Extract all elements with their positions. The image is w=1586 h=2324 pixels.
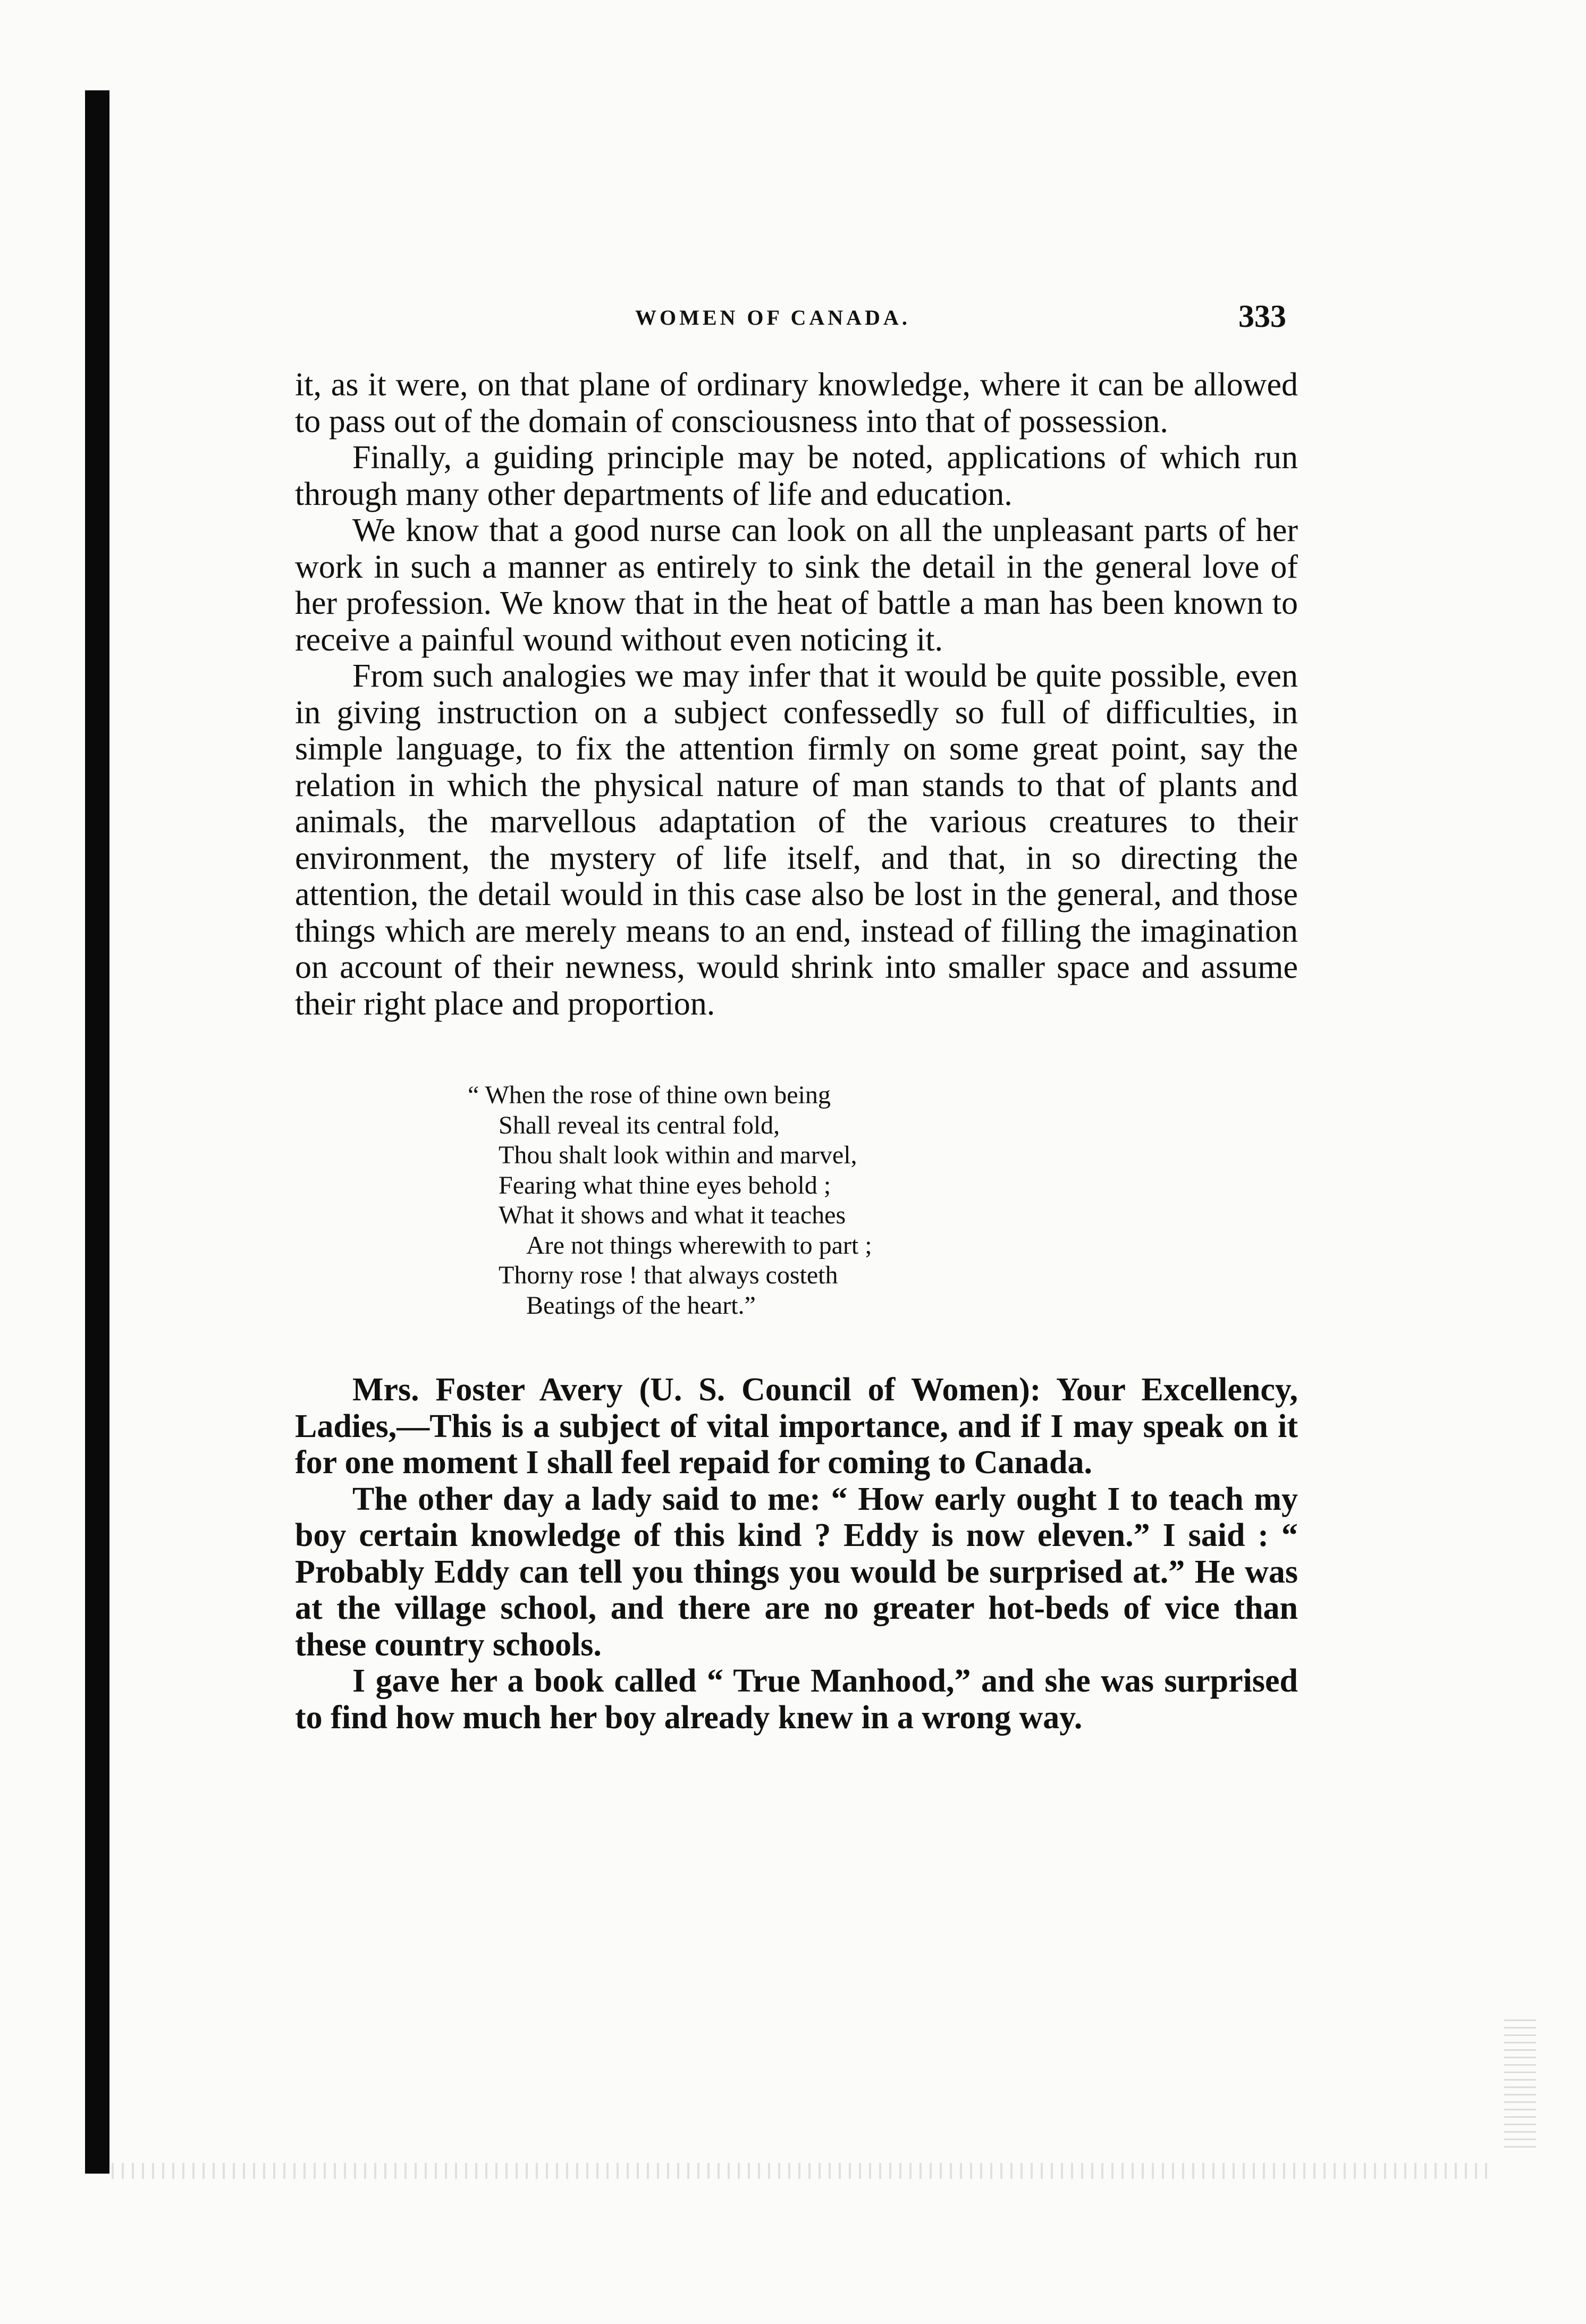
poem-line: Shall reveal its central fold,: [499, 1111, 780, 1139]
scan-noise-right: [1504, 2019, 1536, 2152]
poem-line: Are not things wherewith to part ;: [526, 1231, 872, 1260]
poem-line: Beatings of the heart.”: [526, 1291, 756, 1320]
paragraph: Finally, a guiding principle may be noted, applications of which run through many other departments of life and education.: [295, 440, 1298, 512]
paragraph: Mrs. Foster Avery (U. S. Council of Women): Your Excellency, Ladies,—This is a subject of vital importance, and if I may speak on it for one moment I shall feel repaid for coming to Canada.: [295, 1372, 1298, 1481]
paragraph: From such analogies we may infer that it would be quite possible, even in giving instruction on a subject confessedly so full of difficulties, in simple language, to fix the attention firmly on some great point, say the relation in which the physical nature of man stands to that of plants and animals, the marvellous adaptation of the various creatures to their environment, the mystery of life itself, and that, in so directing the attention, the detail would in this case also be lost in the general, and those things which are merely means to an end, instead of filling the imagination on account of their newness, would shrink into smaller space and assume their right place and proportion.: [295, 658, 1298, 1022]
paragraph: We know that a good nurse can look on all the unpleasant parts of her work in such a manner as entirely to sink the detail in the general love of her profession. We know that in the heat of battle a man has been known to receive a painful wound without even noticing it.: [295, 512, 1298, 658]
poem-line: Thorny rose ! that always costeth: [499, 1261, 838, 1289]
scan-noise-bottom: [112, 2163, 1494, 2179]
poem-line: Fearing what thine eyes behold ;: [499, 1171, 831, 1199]
body-text: [295, 367, 1298, 1736]
running-head: [0, 299, 1586, 334]
paragraph: The other day a lady said to me: “ How early ought I to teach my boy certain knowledge of this kind ? Eddy is now eleven.” I said : “ Probably Eddy can tell you things you would be surprised at.” He was at the village school, and there are no greater hot-beds of vice than these country schools.: [295, 1481, 1298, 1663]
address-section: [295, 1372, 1298, 1736]
paragraph: I gave her a book called “ True Manhood,” and she was surprised to find how much her boy already knew in a wrong way.: [295, 1663, 1298, 1736]
paragraph: it, as it were, on that plane of ordinary knowledge, where it can be allowed to pass out of the domain of consciousness into that of possession.: [295, 367, 1298, 440]
poem-line: Thou shalt look within and marvel,: [499, 1141, 857, 1169]
poem-quotation: [295, 1080, 1298, 1321]
page-number: 333: [1238, 299, 1286, 334]
running-title: WOMEN OF CANADA.: [635, 306, 910, 329]
binding-shadow: [85, 90, 109, 2174]
poem-line: What it shows and what it teaches: [499, 1201, 846, 1229]
poem-line: “ When the rose of thine own being: [468, 1081, 831, 1109]
